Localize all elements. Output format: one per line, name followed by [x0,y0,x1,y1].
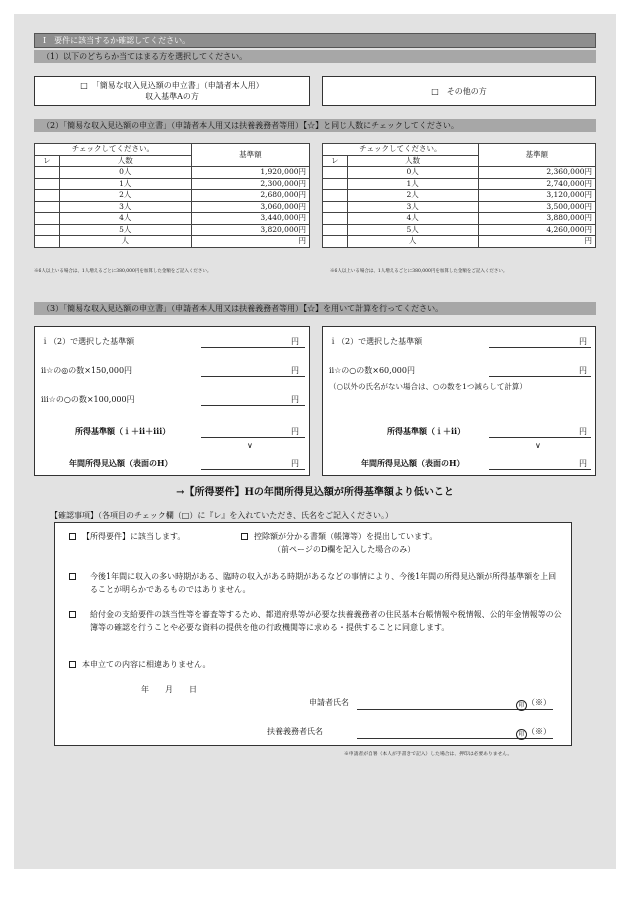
item3-label: 給付金の支給要件の該当性等を審査等するため、都道府県等が必要な扶養義務者の住民基本台帳情報や税情報、公的年金情報等の公簿等の確認を行うことや必要な資料の提供を他の行政機関等に求める・提供することに同意します。 [90,610,562,632]
checkbox-consent[interactable] [69,611,76,618]
check-cell[interactable] [35,178,60,190]
table-row: 2人 2,680,000円 [35,190,310,202]
calc-right-annual-label: 年間所得見込額（表面のH） [361,458,465,468]
section3-heading: （3）「簡易な収入見込額の申立書」（申請者本人用又は扶養義務者等用）【☆】を用いて計算を行ってください。 [34,302,596,315]
check-cell[interactable] [35,224,60,236]
table-row: 5人 4,260,000円 [323,224,596,236]
table-row: 0人 2,360,000円 [323,167,596,179]
calc-right-total-label: 所得基準額（ｉ＋ⅱ） [387,426,466,436]
section1-subheading: （1）以下のどちらか当てはまる方を選択してください。 [34,50,596,63]
calc-right-i-input[interactable] [489,347,591,348]
calc-left-i-label: ｉ（2）で選択した基準額 [41,337,135,346]
item2-label: 今後1年間に収入の多い時期がある、臨時の収入がある時期があるなどの事情により、今後1年間の所得見込額が所得基準額を上回ることが明らかであるものではありません。 [90,572,557,594]
option-a-line1: □ 「簡易な収入見込額の申立書」（申請者本人用） [80,81,264,90]
seal-icon: 印 [516,700,527,711]
option-b-label: □ その他の方 [431,86,487,96]
calc-left-total-input[interactable] [201,437,305,438]
item1c-label: （前ページのD欄を記入した場合のみ） [273,545,416,554]
calc-left-iii-label: ⅲ☆の○の数×100,000円 [41,395,135,404]
calc-box-right: ｉ（2）で選択した基準額 円 ⅱ☆の○の数×60,000円 円 （○以外の氏名がない場合は、○の数を1つ減らして計算） 所得基準額（ｉ＋ⅱ） 円 ∨ 年間所得見込額（表面のH） 円 [322,326,596,476]
date-field[interactable]: 年 月 日 [141,685,197,694]
col-count-header: 人数 [59,155,191,167]
check-cell[interactable] [35,190,60,202]
checkbox-no-discrepancy[interactable] [69,661,76,668]
table-row: 5人 3,820,000円 [35,224,310,236]
col-check-header: レ [35,155,60,167]
seal-icon: 印 [516,729,527,740]
calc-left-ii-input[interactable] [201,376,305,377]
table-row: 0人 1,920,000円 [35,167,310,179]
check-cell[interactable] [35,201,60,213]
checkbox-deduction-docs[interactable] [241,533,248,540]
calc-left-total-label: 所得基準額（ｉ＋ⅱ＋ⅲ） [75,426,171,436]
checkbox-income-requirement[interactable] [69,533,76,540]
calc-right-ii-label: ⅱ☆の○の数×60,000円 [329,366,415,375]
check-cell[interactable] [35,236,60,248]
check-cell[interactable] [323,178,348,190]
option-a-line2: 収入基準Aの方 [145,92,199,101]
calc-left-annual-label: 年間所得見込額（表面のH） [69,458,173,468]
item1b-label: 控除額が分かる書類（帳簿等）を提出しています。 [254,532,438,541]
table-row: 3人 3,060,000円 [35,201,310,213]
col-count-header: 人数 [347,155,478,167]
check-cell[interactable] [323,213,348,225]
calc-right-ii-note: （○以外の氏名がない場合は、○の数を1つ減らして計算） [329,382,527,391]
calc-left-annual-input[interactable] [201,469,305,470]
check-cell[interactable] [35,213,60,225]
guardian-name-label: 扶養義務者氏名 [267,727,323,736]
table-row: 4人 3,880,000円 [323,213,596,225]
table-row: 1人 2,740,000円 [323,178,596,190]
seal-mark: （※） [527,698,551,707]
calc-left-ii-label: ⅱ☆の◎の数×150,000円 [41,366,133,375]
right-table-note: ※6人以上いる場合は、1人増えるごとに380,000円を加算した金額をご記入ください。 [330,269,508,274]
calc-right-annual-input[interactable] [489,469,591,470]
check-cell[interactable] [35,167,60,179]
applicant-name-label: 申請者氏名 [309,698,349,707]
section1-header: Ⅰ 要件に該当するか確認してください。 [34,33,596,48]
option-income-standard-a[interactable] [34,76,310,106]
confirm-box [54,522,572,746]
calc-left-iii-input[interactable] [201,405,305,406]
left-table-note: ※6人以上いる場合は、1人増えるごとに380,000円を加算した金額をご記入ください。 [34,269,212,274]
standard-table-right [322,143,596,248]
check-cell[interactable] [323,224,348,236]
table-caption: チェックしてください。 [323,144,479,156]
gte-symbol: ∨ [535,441,541,450]
calc-left-i-input[interactable] [201,347,305,348]
section2-heading: （2）「簡易な収入見込額の申立書」（申請者本人用又は扶養義務者等用）【☆】と同じ人数にチェックしてください。 [34,119,596,132]
item1a-label: 【所得要件】に該当します。 [82,532,186,541]
seal-mark: （※） [527,727,551,736]
check-cell[interactable] [323,201,348,213]
standard-table-left [34,143,310,248]
check-cell[interactable] [323,167,348,179]
signature-footnote: ※申請者が自署（本人が手書きで記入）した場合は、押印は必要ありません。 [344,752,513,757]
check-cell[interactable] [323,236,348,248]
table-row: 3人 3,500,000円 [323,201,596,213]
calc-right-ii-input[interactable] [489,376,591,377]
calc-box-left: ｉ（2）で選択した基準額 円 ⅱ☆の◎の数×150,000円 円 ⅲ☆の○の数×100,000円 円 所得基準額（ｉ＋ⅱ＋ⅲ） 円 ∨ 年間所得見込額（表面のH） 円 [34,326,310,476]
col-check-header: レ [323,155,348,167]
table-row: 4人 3,440,000円 [35,213,310,225]
table-row: 1人 2,300,000円 [35,178,310,190]
col-amount-header: 基準額 [191,144,309,167]
col-amount-header: 基準額 [478,144,595,167]
item4-label: 本申立ての内容に相違ありません。 [82,660,211,669]
table-row: 2人 3,120,000円 [323,190,596,202]
checkbox-no-excess-income[interactable] [69,573,76,580]
gte-symbol: ∨ [247,441,253,450]
income-requirement-statement: →【所得要件】Hの年間所得見込額が所得基準額より低いこと [176,487,454,498]
calc-right-i-label: ｉ（2）で選択した基準額 [329,337,423,346]
table-row: 人 円 [35,236,310,248]
check-cell[interactable] [323,190,348,202]
table-row: 人 円 [323,236,596,248]
table-caption: チェックしてください。 [35,144,192,156]
confirm-title: 【確認事項】（各項目のチェック欄（□）に『レ』を入れていただき、氏名をご記入ください。） [50,511,393,520]
option-other[interactable] [322,76,596,106]
calc-right-total-input[interactable] [489,437,591,438]
